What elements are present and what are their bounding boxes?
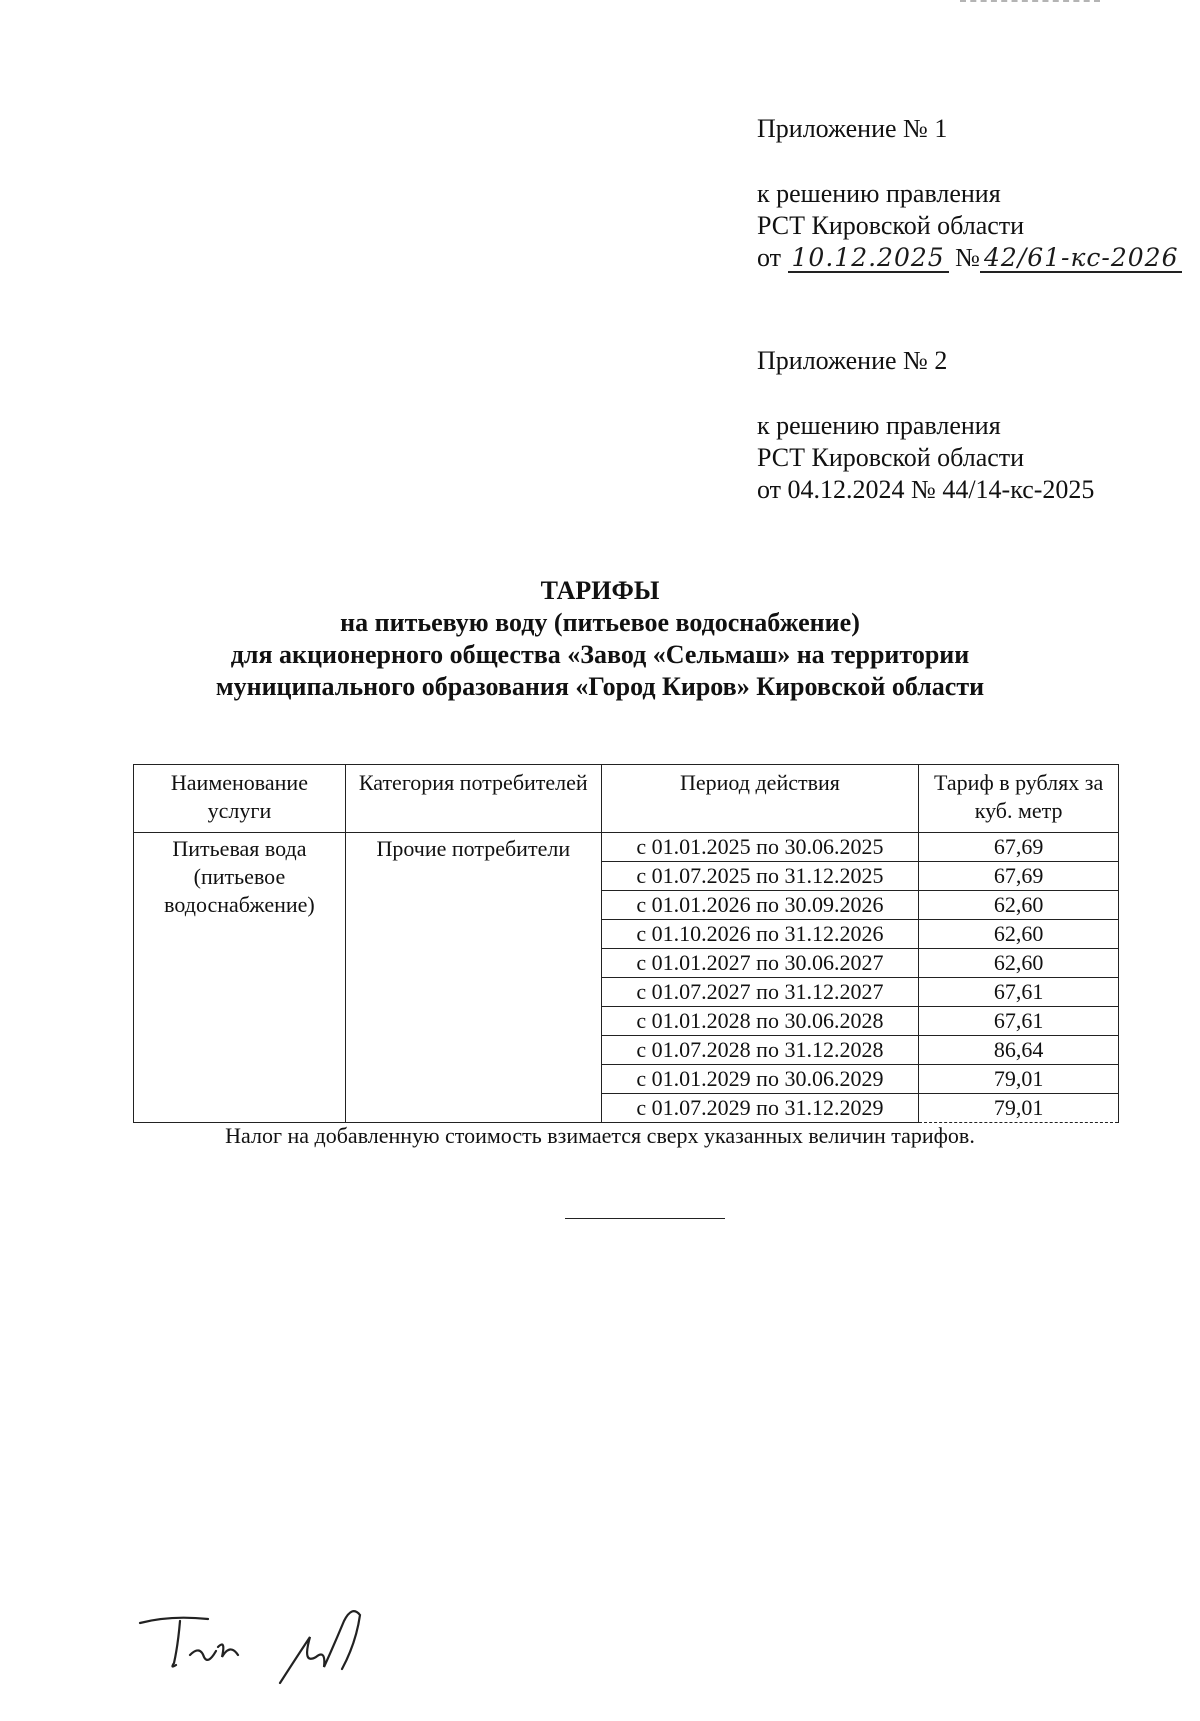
- heading-line2: для акционерного общества «Завод «Сельмаш» на территории: [230, 640, 970, 669]
- signature-image: [130, 1585, 390, 1695]
- cell-tariff: 79,01: [919, 1065, 1119, 1094]
- vat-footnote: Налог на добавленную стоимость взимается сверх указанных величин тарифов.: [225, 1123, 975, 1148]
- cell-period: с 01.01.2025 по 30.06.2025: [601, 833, 919, 862]
- appendix-1-line2: РСТ Кировской области: [757, 211, 1025, 240]
- divider-line: [565, 1218, 725, 1219]
- cell-tariff: 79,01: [919, 1094, 1119, 1123]
- cell-tariff: 62,60: [919, 920, 1119, 949]
- cell-period: с 01.07.2029 по 31.12.2029: [601, 1094, 919, 1123]
- cell-period: с 01.07.2025 по 31.12.2025: [601, 862, 919, 891]
- appendix-1-line3: [757, 242, 1182, 274]
- heading-line3: муниципального образования «Город Киров» Кировской области: [215, 672, 985, 701]
- appendix-2-line1: к решению правления: [757, 411, 1001, 440]
- appendix-1-line1: к решению правления: [757, 179, 1001, 208]
- header-tariff: Тариф в рублях за куб. метр: [919, 765, 1119, 833]
- appendix-2-line2: РСТ Кировской области: [757, 443, 1025, 472]
- from-label: от: [757, 243, 782, 272]
- tariff-table: [133, 764, 1119, 1123]
- cell-tariff: 67,61: [919, 1007, 1119, 1036]
- cell-tariff: 86,64: [919, 1036, 1119, 1065]
- appendix-1-title: Приложение № 1: [757, 114, 948, 143]
- table-row: [134, 833, 1119, 862]
- header-service: Наименование услуги: [134, 765, 346, 833]
- cell-tariff: 62,60: [919, 949, 1119, 978]
- cell-tariff: 62,60: [919, 891, 1119, 920]
- appendix-1-header: [757, 113, 1182, 274]
- cell-tariff: 67,61: [919, 978, 1119, 1007]
- cell-period: с 01.10.2026 по 31.12.2026: [601, 920, 919, 949]
- cell-period: с 01.07.2027 по 31.12.2027: [601, 978, 919, 1007]
- table-body: [134, 833, 1119, 1123]
- appendix-2-line3: от 04.12.2024 № 44/14-кс-2025: [757, 475, 1095, 504]
- header-category: Категория потребителей: [345, 765, 601, 833]
- handwritten-date: 10.12.2025: [788, 245, 949, 273]
- cell-tariff: 67,69: [919, 833, 1119, 862]
- number-label: №: [955, 243, 980, 272]
- appendix-2-header: [757, 345, 1094, 506]
- header-period: Период действия: [601, 765, 919, 833]
- cell-category: Прочие потребители: [345, 833, 601, 1123]
- heading-line1: на питьевую воду (питьевое водоснабжение): [340, 608, 860, 637]
- cell-period: с 01.07.2028 по 31.12.2028: [601, 1036, 919, 1065]
- cell-service: Питьевая вода (питьевое водоснабжение): [134, 833, 346, 1123]
- appendix-2-title: Приложение № 2: [757, 346, 948, 375]
- table-header-row: [134, 765, 1119, 833]
- cell-period: с 01.01.2027 по 30.06.2027: [601, 949, 919, 978]
- cell-period: с 01.01.2029 по 30.06.2029: [601, 1065, 919, 1094]
- cell-tariff: 67,69: [919, 862, 1119, 891]
- document-heading: [0, 575, 1200, 703]
- cell-period: с 01.01.2026 по 30.09.2026: [601, 891, 919, 920]
- scan-artifact: [960, 0, 1100, 6]
- cell-period: с 01.01.2028 по 30.06.2028: [601, 1007, 919, 1036]
- handwritten-number: 42/61-кс-2026: [980, 245, 1183, 273]
- heading-title: ТАРИФЫ: [540, 576, 660, 605]
